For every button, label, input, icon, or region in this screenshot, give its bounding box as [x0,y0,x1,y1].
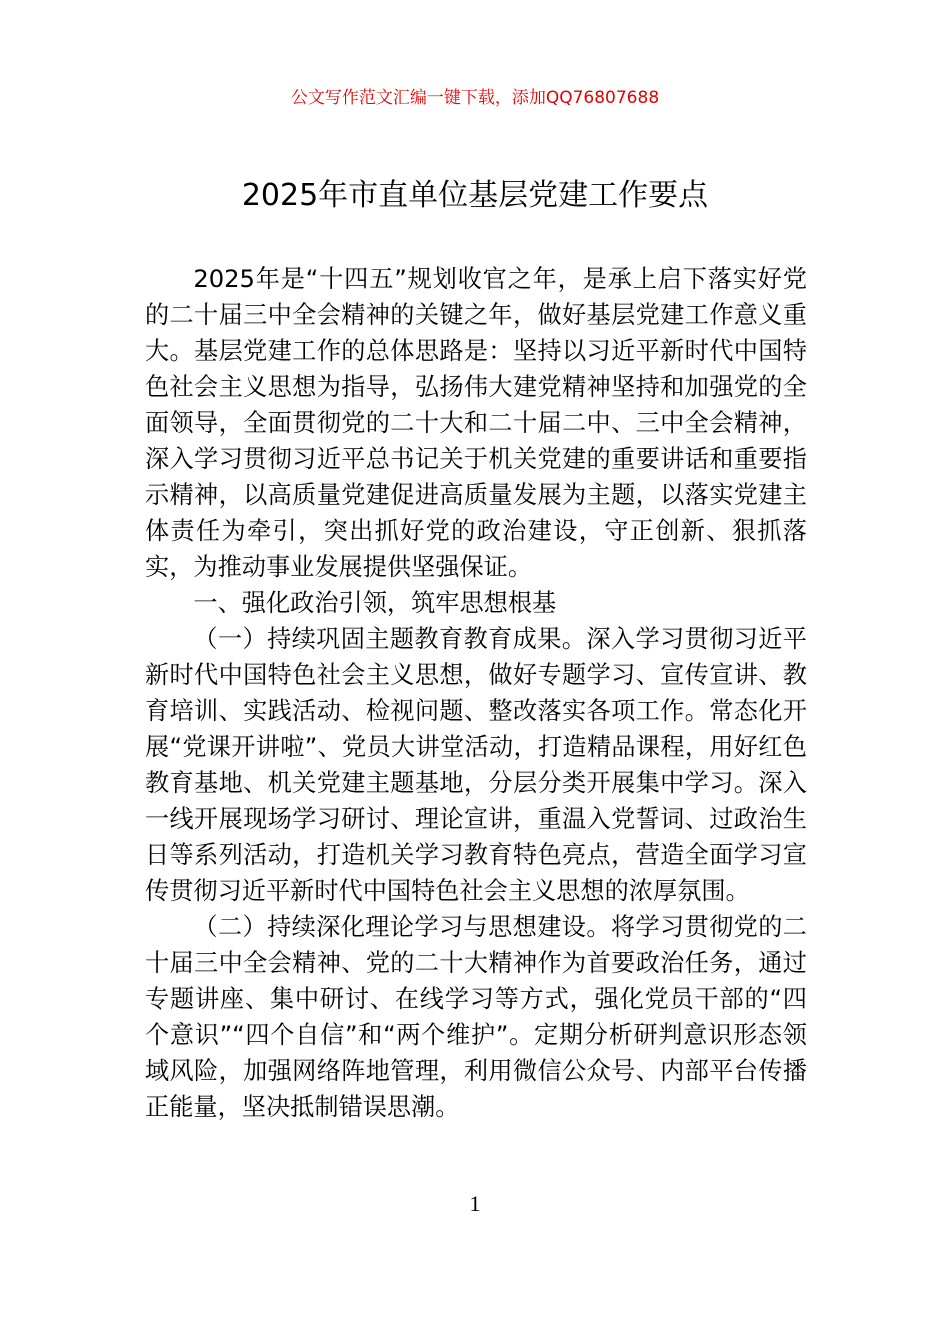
download-promo-note: 公文写作范文汇编一键下载，添加QQ76807688 [290,88,660,108]
page-number: 1 [469,1191,481,1216]
subsection-paragraph-1: （一）持续巩固主题教育教育成果。深入学习贯彻习近平新时代中国特色社会主义思想，做好专题学习、宣传宣讲、教育培训、实践活动、检视问题、整改落实各项工作。常态化开展“党课开讲啦”、党员大讲堂活动，打造精品课程，用好红色教育基地、机关党建主题基地，分层分类开展集中学习。深入一线开展现场学习研讨、理论宣讲，重温入党誓词、过政治生日等系列活动，打造机关学习教育特色亮点，营造全面学习宣传贯彻习近平新时代中国特色社会主义思想的浓厚氛围。 [145,625,807,905]
subsection-paragraph-2: （二）持续深化理论学习与思想建设。将学习贯彻党的二十届三中全会精神、党的二十大精神作为首要政治任务，通过专题讲座、集中研讨、在线学习等方式，强化党员干部的“四个意识”“四个自信”和“两个维护”。定期分析研判意识形态领域风险，加强网络阵地管理，利用微信公众号、内部平台传播正能量，坚决抵制错误思潮。 [145,913,807,1121]
intro-paragraph: 2025年是“十四五”规划收官之年，是承上启下落实好党的二十届三中全会精神的关键之年，做好基层党建工作意义重大。基层党建工作的总体思路是：坚持以习近平新时代中国特色社会主义思想为指导，弘扬伟大建党精神坚持和加强党的全面领导，全面贯彻党的二十大和二十届二中、三中全会精神，深入学习贯彻习近平总书记关于机关党建的重要讲话和重要指示精神，以高质量党建促进高质量发展为主题，以落实党建主体责任为牵引，突出抓好党的政治建设，守正创新、狠抓落实，为推动事业发展提供坚强保证。 [145,265,807,581]
document-body [145,261,807,1125]
section-heading-1: 一、强化政治引领，筑牢思想根基 [193,589,557,617]
document-title: 2025年市直单位基层党建工作要点 [241,178,709,213]
